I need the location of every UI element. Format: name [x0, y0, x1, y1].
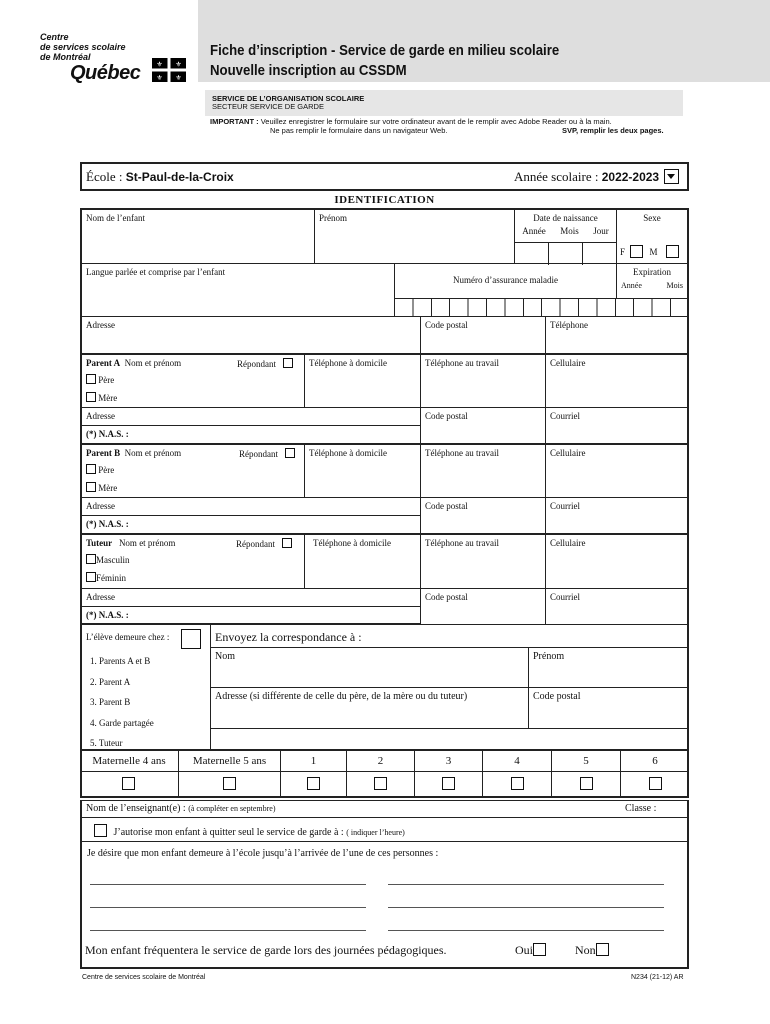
- tutor-nas-prefix: (*): [86, 610, 97, 620]
- parent-b-nas-prefix: (*): [86, 519, 97, 529]
- grade-checkbox[interactable]: [307, 777, 320, 790]
- parent-a-cell-label: Cellulaire: [550, 358, 586, 368]
- grade-cell: [551, 751, 620, 798]
- parent-a-address-label: Adresse: [86, 411, 115, 421]
- service-info: [212, 95, 364, 111]
- grade-cell: [482, 751, 551, 798]
- svg-text:⚜: ⚜: [175, 60, 182, 69]
- person-line-3[interactable]: [90, 907, 366, 908]
- parent-b-name-field[interactable]: [80, 443, 305, 498]
- birth-date-label: Date de naissance: [533, 213, 598, 223]
- expiration-label: Expiration: [633, 267, 671, 277]
- residence-options: [86, 651, 206, 754]
- tutor-respondent-checkbox[interactable]: [282, 538, 292, 548]
- chevron-down-icon: [667, 174, 675, 179]
- tutor-nas-field[interactable]: [80, 606, 421, 625]
- tutor-address-field[interactable]: [80, 588, 421, 607]
- parent-a-cell-field[interactable]: [545, 353, 689, 408]
- stay-text: Je désire que mon enfant demeure à l’école jusqu’à l’arrivée de l’une de ces personnes :: [87, 848, 439, 859]
- send-to-postal-field[interactable]: [528, 687, 689, 729]
- grade-label: 5: [583, 755, 589, 767]
- authorize-row: [80, 817, 689, 842]
- class-label: Classe :: [625, 803, 657, 814]
- parent-b-email-label: Courriel: [550, 501, 580, 511]
- school-label-text: École :: [86, 169, 123, 184]
- birth-month-label: Mois: [560, 226, 579, 237]
- child-phone-field[interactable]: [545, 316, 689, 354]
- teacher-row: [80, 800, 689, 818]
- sex-f-checkbox[interactable]: [630, 245, 643, 258]
- school-value[interactable]: St-Paul-de-la-Croix: [125, 170, 234, 184]
- parent-b-postal-label: Code postal: [425, 501, 468, 511]
- parent-a-father-checkbox[interactable]: [86, 374, 96, 384]
- residence-option-3: 3. Parent B: [90, 697, 131, 708]
- parent-b-name-label: Nom et prénom: [124, 448, 182, 458]
- authorize-checkbox[interactable]: [94, 824, 107, 837]
- tutor-male-label: Masculin: [96, 555, 130, 566]
- tutor-work-phone-field[interactable]: [420, 533, 546, 589]
- school-label: [86, 169, 234, 185]
- child-name-label: Nom de l’enfant: [86, 213, 145, 223]
- parent-a-respondent-checkbox[interactable]: [283, 358, 293, 368]
- parent-b-respondent-label: Répondant: [239, 449, 278, 459]
- grade-label: 6: [652, 755, 658, 767]
- svp-note: SVP, remplir les deux pages.: [562, 126, 664, 135]
- person-line-2[interactable]: [388, 884, 664, 885]
- parent-a-postal-label: Code postal: [425, 411, 468, 421]
- parent-b-respondent-checkbox[interactable]: [285, 448, 295, 458]
- school-year: [514, 169, 659, 185]
- pedago-row: [85, 943, 685, 958]
- tutor-work-phone-label: Téléphone au travail: [425, 538, 499, 548]
- tutor-female-checkbox[interactable]: [86, 572, 96, 582]
- person-line-4[interactable]: [388, 907, 664, 908]
- language-field[interactable]: [80, 263, 395, 317]
- grade-checkbox[interactable]: [374, 777, 387, 790]
- pedago-text: Mon enfant fréquentera le service de garde lors des journées pédagogiques.: [85, 943, 447, 957]
- child-name-field[interactable]: [80, 208, 315, 264]
- person-line-6[interactable]: [388, 930, 664, 931]
- residence-option-4: 4. Garde partagée: [90, 717, 154, 728]
- language-label: Langue parlée et comprise par l’enfant: [86, 267, 226, 277]
- sex-options: [620, 245, 679, 258]
- health-number-label: Numéro d’assurance maladie: [453, 275, 558, 285]
- page-title: [210, 41, 559, 81]
- parent-a-nas-field[interactable]: [80, 425, 421, 444]
- sex-m-checkbox[interactable]: [666, 245, 679, 258]
- important-note: [210, 117, 688, 126]
- important-text: Veuillez enregistrer le formulaire sur votre ordinateur avant de le remplir avec Adobe Reader ou à la main.: [260, 117, 612, 126]
- tutor-home-phone-label: Téléphone à domicile: [313, 538, 391, 548]
- parent-b-father-checkbox[interactable]: [86, 464, 96, 474]
- tutor-respondent: [236, 538, 292, 550]
- birth-divider-2: [582, 243, 583, 265]
- birth-date-parts: [515, 226, 616, 237]
- parent-b-nas-label: N.A.S. :: [98, 519, 129, 529]
- tutor-label: Tuteur: [86, 538, 113, 548]
- org-line-3: de Montréal: [40, 52, 91, 62]
- send-to-name-field[interactable]: [210, 647, 529, 688]
- service-line-1: SERVICE DE L’ORGANISATION SCOLAIRE: [212, 94, 365, 103]
- grade-cell: [620, 751, 689, 798]
- send-to-extra-field[interactable]: [210, 728, 689, 751]
- send-to-postal-label: Code postal: [533, 691, 581, 702]
- svg-text:⚜: ⚜: [156, 74, 163, 82]
- grade-label: Maternelle 4 ans: [92, 755, 166, 767]
- parent-a-respondent-label: Répondant: [237, 359, 276, 369]
- parent-a-mother-checkbox[interactable]: [86, 392, 96, 402]
- parent-a-email-field[interactable]: [545, 407, 689, 444]
- expiration-field[interactable]: [616, 263, 689, 299]
- grade-cell: [178, 751, 280, 798]
- grade-checkbox[interactable]: [442, 777, 455, 790]
- parent-b-address-label: Adresse: [86, 501, 115, 511]
- birth-year-label: Année: [522, 226, 546, 237]
- teacher-note: (à compléter en septembre): [188, 804, 276, 813]
- parent-b-address-field[interactable]: [80, 497, 421, 516]
- residence-option-5: 5. Tuteur: [90, 738, 123, 749]
- parent-b-respondent: [239, 448, 295, 460]
- parent-b-work-phone-label: Téléphone au travail: [425, 448, 499, 458]
- tutor-cell-label: Cellulaire: [550, 538, 586, 548]
- pedago-yes-label: Oui: [515, 943, 533, 957]
- child-firstname-field[interactable]: [314, 208, 515, 264]
- residence-option-1: 1. Parents A et B: [90, 656, 151, 667]
- parent-b-home-phone-label: Téléphone à domicile: [309, 448, 387, 458]
- health-number-boxes: [394, 298, 689, 317]
- quebec-flag-logo: [152, 58, 186, 82]
- grade-checkbox[interactable]: [580, 777, 593, 790]
- parent-b-cell-field[interactable]: [545, 443, 689, 498]
- parent-b-cell-label: Cellulaire: [550, 448, 586, 458]
- grade-label: 1: [310, 755, 317, 767]
- send-to-address-label: Adresse (si différente de celle du père, de la mère ou du tuteur): [215, 691, 468, 702]
- parent-a-work-phone-field[interactable]: [420, 353, 546, 408]
- child-address-label: Adresse: [86, 320, 115, 330]
- send-to-address-field[interactable]: [210, 687, 529, 729]
- title-line-2: Nouvelle inscription au CSSDM: [210, 62, 407, 79]
- parent-a-work-phone-label: Téléphone au travail: [425, 358, 499, 368]
- child-postal-field[interactable]: [420, 316, 546, 354]
- parent-a-respondent: [237, 358, 293, 370]
- school-year-value[interactable]: 2022-2023: [601, 170, 660, 184]
- grade-cell: [80, 751, 178, 798]
- parent-a-nas-prefix: (*): [86, 429, 97, 439]
- parent-a-postal-field[interactable]: [420, 407, 546, 444]
- parent-b-mother-label: Mère: [98, 482, 118, 493]
- footer-left: Centre de services scolaire de Montréal: [82, 974, 206, 981]
- grade-label: 3: [445, 755, 452, 767]
- birth-day-label: Jour: [593, 226, 609, 237]
- teacher-label: Nom de l’enseignant(e) :: [86, 803, 186, 814]
- important-label: IMPORTANT :: [210, 117, 259, 126]
- expiration-year-label: Année: [621, 281, 642, 291]
- birth-date-boxes: [514, 242, 617, 265]
- footer-right: N234 (21-12) AR: [631, 974, 684, 981]
- parent-a-email-label: Courriel: [550, 411, 580, 421]
- parent-b-mother-checkbox[interactable]: [86, 482, 96, 492]
- tutor-male-checkbox[interactable]: [86, 554, 96, 564]
- birth-divider-1: [548, 243, 549, 265]
- tutor-postal-label: Code postal: [425, 592, 468, 602]
- residence-choice-box[interactable]: [181, 629, 201, 649]
- parent-a-father-label: Père: [98, 375, 115, 386]
- school-year-dropdown[interactable]: [664, 169, 679, 184]
- parent-b-work-phone-field[interactable]: [420, 443, 546, 498]
- quebec-wordmark: Québec: [70, 62, 141, 84]
- tutor-cell-field[interactable]: [545, 533, 689, 589]
- grade-checkbox[interactable]: [223, 777, 236, 790]
- parent-a-home-phone-field[interactable]: [304, 353, 421, 408]
- org-logo-text: [40, 32, 126, 62]
- authorize-text: J’autorise mon enfant à quitter seul le service de garde à :: [113, 827, 344, 838]
- send-to-firstname-label: Prénom: [533, 651, 565, 662]
- tutor-address-label: Adresse: [86, 592, 115, 602]
- person-line-1[interactable]: [90, 884, 366, 885]
- grade-checkbox[interactable]: [511, 777, 524, 790]
- grade-checkbox[interactable]: [122, 777, 135, 790]
- tutor-respondent-label: Répondant: [236, 539, 275, 549]
- grade-cell: [346, 751, 414, 798]
- parent-b-label: Parent B: [86, 448, 121, 458]
- send-to-label: Envoyez la correspondance à :: [215, 630, 362, 644]
- identification-title: IDENTIFICATION: [334, 194, 435, 206]
- tutor-email-label: Courriel: [550, 592, 580, 602]
- residence-option-2: 2. Parent A: [90, 676, 131, 687]
- parent-a-mother-label: Mère: [98, 392, 118, 403]
- pedago-yes: [515, 943, 546, 958]
- parent-a-nas-label: N.A.S. :: [98, 429, 129, 439]
- tutor-postal-field[interactable]: [420, 588, 546, 625]
- sex-label: Sexe: [643, 213, 661, 223]
- important-note-2: Ne pas remplir le formulaire dans un navigateur Web.: [270, 126, 448, 135]
- child-postal-label: Code postal: [425, 320, 468, 330]
- tutor-name-field[interactable]: [80, 533, 305, 589]
- grade-cell: [414, 751, 482, 798]
- health-number-field[interactable]: [394, 263, 617, 299]
- svg-text:⚜: ⚜: [175, 74, 182, 82]
- send-to-name-label: Nom: [215, 651, 235, 662]
- pedago-no: [575, 943, 609, 958]
- org-line-1: Centre: [40, 32, 69, 42]
- parent-b-email-field[interactable]: [545, 497, 689, 534]
- child-firstname-label: Prénom: [319, 213, 347, 223]
- residence-label: L’élève demeure chez :: [86, 632, 170, 642]
- expiration-parts: [621, 281, 683, 291]
- sex-m-label: M: [649, 247, 658, 257]
- service-line-2: SECTEUR SERVICE DE GARDE: [212, 102, 324, 111]
- authorize-note: ( indiquer l’heure): [346, 828, 405, 837]
- parent-a-home-phone-label: Téléphone à domicile: [309, 358, 387, 368]
- org-line-2: de services scolaire: [40, 42, 126, 52]
- tutor-name-label: Nom et prénom: [118, 538, 176, 548]
- grade-label: 4: [514, 755, 520, 767]
- parent-b-nas-field[interactable]: [80, 515, 421, 534]
- parent-a-name-label: Nom et prénom: [124, 358, 182, 368]
- expiration-month-label: Mois: [666, 281, 683, 291]
- school-year-label: Année scolaire :: [514, 169, 599, 184]
- parent-a-address-field[interactable]: [80, 407, 421, 426]
- grade-label: 2: [377, 755, 384, 767]
- tutor-nas-label: N.A.S. :: [98, 610, 129, 620]
- parent-b-home-phone-field[interactable]: [304, 443, 421, 498]
- pedago-no-checkbox[interactable]: [596, 943, 609, 956]
- sex-f-label: F: [620, 247, 626, 257]
- parent-a-name-field[interactable]: [80, 353, 305, 408]
- tutor-female-label: Féminin: [96, 572, 127, 583]
- child-address-field[interactable]: [80, 316, 421, 354]
- send-to-firstname-field[interactable]: [528, 647, 689, 688]
- title-line-1: Fiche d’inscription - Service de garde en milieu scolaire: [210, 42, 560, 59]
- pedago-no-label: Non: [575, 943, 596, 957]
- parent-b-father-label: Père: [98, 465, 115, 476]
- pedago-yes-checkbox[interactable]: [533, 943, 546, 956]
- parent-b-postal-field[interactable]: [420, 497, 546, 534]
- grade-checkbox[interactable]: [649, 777, 662, 790]
- tutor-email-field[interactable]: [545, 588, 689, 625]
- svg-text:⚜: ⚜: [156, 60, 163, 69]
- person-line-5[interactable]: [90, 930, 366, 931]
- grade-cell: [280, 751, 346, 798]
- child-phone-label: Téléphone: [550, 320, 588, 330]
- send-to-row: [210, 624, 689, 648]
- parent-a-label: Parent A: [86, 358, 121, 368]
- tutor-home-phone-field[interactable]: [304, 533, 421, 589]
- grade-label: Maternelle 5 ans: [192, 755, 267, 767]
